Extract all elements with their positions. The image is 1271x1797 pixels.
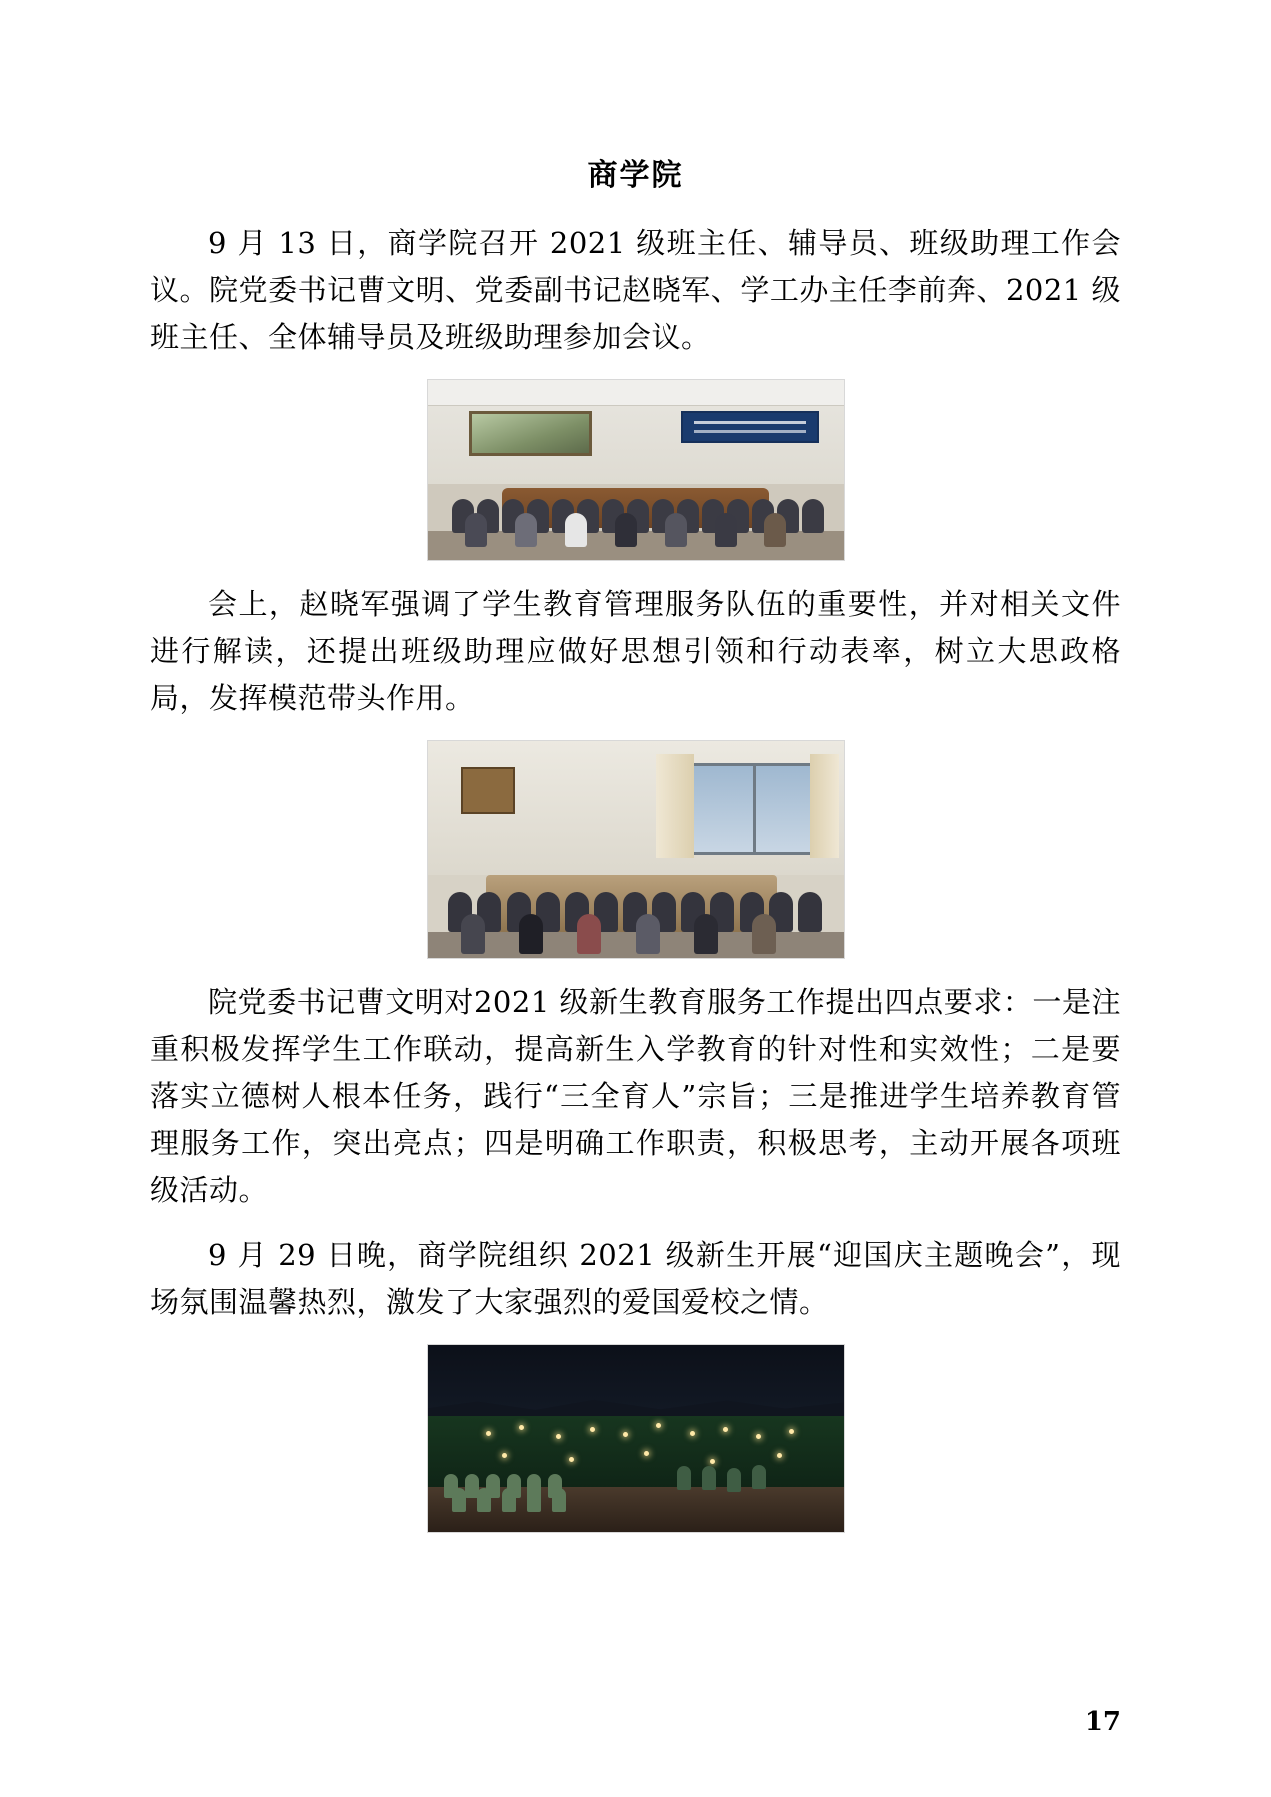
- photo3-crowd: [428, 1434, 844, 1498]
- photo-meeting-room-2: [427, 740, 845, 959]
- paragraph-4: 9 月 29 日晚，商学院组织 2021 级新生开展“迎国庆主题晚会”，现场氛围温馨热烈，激发了大家强烈的爱国爱校之情。: [150, 1237, 1121, 1319]
- page-title: 商学院: [587, 158, 684, 193]
- figure-3: [150, 1344, 1121, 1533]
- photo1-wall-painting: [469, 411, 591, 457]
- figure-2: [150, 740, 1121, 959]
- photo1-attendees: [428, 452, 844, 533]
- photo-meeting-room-1: [427, 379, 845, 561]
- page-number: 17: [1084, 1707, 1121, 1737]
- photo1-meeting-banner: [681, 411, 818, 444]
- photo2-wall-frame: [461, 767, 515, 814]
- paragraph-1: 9 月 13 日，商学院召开 2021 级班主任、辅导员、班级助理工作会议。院党委书记曹文明、党委副书记赵晓军、学工办主任李前奔、2021 级班主任、全体辅导员及班级助理参加会议。: [150, 226, 1121, 354]
- photo2-attendees: [428, 819, 844, 932]
- photo-night-event: [427, 1344, 845, 1533]
- figure-1: [150, 379, 1121, 561]
- photo1-ceiling: [428, 380, 844, 406]
- paragraph-2: 会上，赵晓军强调了学生教育管理服务队伍的重要性，并对相关文件进行解读，还提出班级助理应做好思想引领和行动表率，树立大思政格局，发挥模范带头作用。: [150, 586, 1121, 715]
- paragraph-3: 院党委书记曹文明对2021 级新生教育服务工作提出四点要求：一是注重积极发挥学生工作联动，提高新生入学教育的针对性和实效性；二是要落实立德树人根本任务，践行“三全育人”宗旨；三是推进学生培养教育管理服务工作，突出亮点；四是明确工作职责，积极思考，主动开展各项班级活动。: [150, 984, 1121, 1207]
